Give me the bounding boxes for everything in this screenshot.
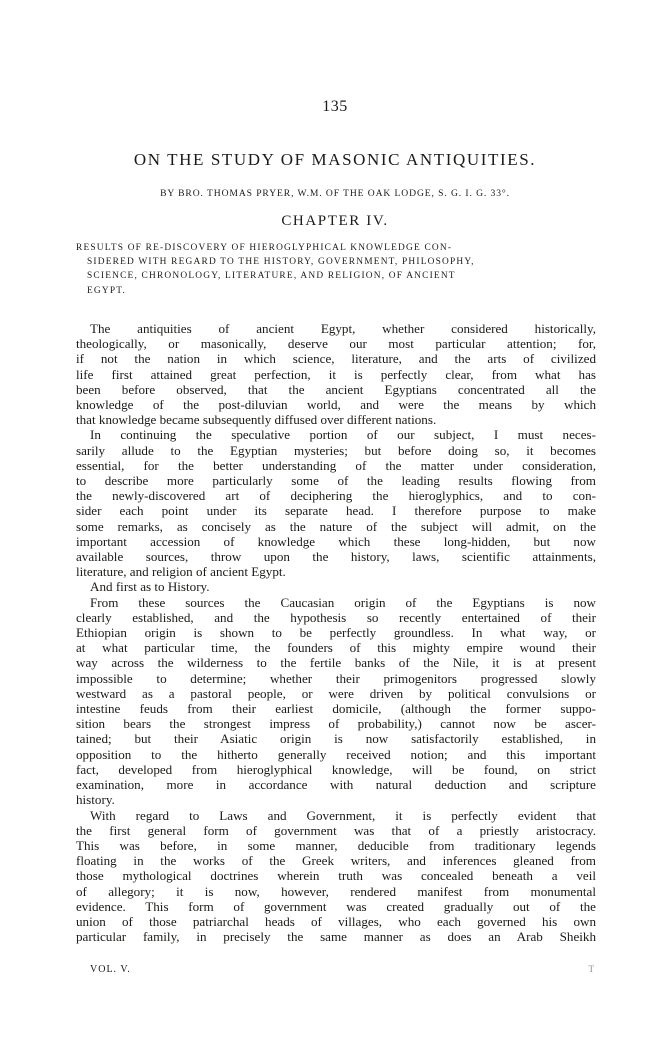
body-line: literature, and religion of ancient Egypt. xyxy=(76,564,286,580)
body-line: evidence. This form of government was created gradually out of the xyxy=(76,898,596,914)
body-line: the newly-discovered art of deciphering the hieroglyphics, and to con- xyxy=(76,488,596,504)
chapter-summary xyxy=(76,241,596,298)
body-line: floating in the works of the Greek writers, and inferences gleaned from xyxy=(76,853,596,869)
body-line: way across the wilderness to the fertile banks of the Nile, it is at present xyxy=(76,655,596,671)
body-line: the first general form of government was that of a priestly aristocracy. xyxy=(76,822,596,838)
body-line: if not the nation in which science, literature, and the arts of civilized xyxy=(76,351,596,367)
body-line: available sources, throw upon the history, laws, scientific attainments, xyxy=(76,549,596,565)
summary-line: SCIENCE, CHRONOLOGY, LITERATURE, AND RELIGION, OF ANCIENT xyxy=(87,271,456,282)
body-line: important accession of knowledge which these long-hidden, but now xyxy=(76,533,596,549)
body-line: life first attained great perfection, it is perfectly clear, from what has xyxy=(76,366,596,382)
body-line: opposition to the hitherto generally received notion; and this important xyxy=(76,746,596,762)
body-line: intestine feuds from their earliest domicile, (although the former suppo- xyxy=(76,701,596,717)
body-line: theologically, or masonically, deserve our most particular attention; for, xyxy=(76,336,596,352)
summary-line: EGYPT. xyxy=(87,285,127,296)
body-line: clearly established, and the hypothesis so recently entertained of their xyxy=(76,609,596,625)
body-line: Ethiopian origin is shown to be perfectly groundless. In what way, or xyxy=(76,625,596,641)
body-line: examination, more in accordance with natural deduction and scripture xyxy=(76,777,596,793)
body-line: In continuing the speculative portion of our subject, I must neces- xyxy=(90,427,596,443)
page-number: 135 xyxy=(322,98,348,115)
body-line: those mythological doctrines wherein truth was concealed beneath a veil xyxy=(76,868,596,884)
body-line: tained; but their Asiatic origin is now satisfactorily established, in xyxy=(76,731,596,747)
body-line: history. xyxy=(76,792,115,808)
page-footer xyxy=(90,964,596,975)
body-line: With regard to Laws and Government, it is perfectly evident that xyxy=(90,807,596,823)
body-line: sider each point under its separate head. I therefore purpose to make xyxy=(76,503,596,519)
body-line: union of those patriarchal heads of villages, who each governed his own xyxy=(76,913,596,929)
body-line: impossible to determine; whether their primogenitors progressed slowly xyxy=(76,670,596,686)
author-byline: BY BRO. THOMAS PRYER, W.M. OF THE OAK LODGE, S. G. I. G. 33°. xyxy=(160,188,510,199)
volume-label: VOL. V. xyxy=(90,964,131,975)
body-line: fact, developed from hieroglyphical knowledge, will be found, on strict xyxy=(76,761,596,777)
summary-line: SIDERED WITH REGARD TO THE HISTORY, GOVERNMENT, PHILOSOPHY, xyxy=(87,257,475,268)
body-line: The antiquities of ancient Egypt, whether considered historically, xyxy=(90,321,596,336)
chapter-heading: CHAPTER IV. xyxy=(281,213,389,229)
body-line: essential, for the better understanding of the matter under consideration, xyxy=(76,457,596,473)
body-line: From these sources the Caucasian origin of the Egyptians is now xyxy=(90,594,596,610)
body-line: sition bears the strongest impress of probability,) cannot now be ascer- xyxy=(76,716,596,732)
body-line: that knowledge became subsequently diffused over different nations. xyxy=(76,412,437,428)
body-line: been before observed, that the ancient Egyptians concentrated all the xyxy=(76,381,596,397)
signature-mark: T xyxy=(588,964,596,974)
body-line: at what particular time, the founders of this mighty empire wound their xyxy=(76,640,596,656)
body-line: of allegory; it is now, however, rendered manifest from monumental xyxy=(76,883,596,899)
body-line: sarily allude to the Egyptian mysteries; but before doing so, it becomes xyxy=(76,442,596,458)
body-line: some remarks, as concisely as the nature of the subject will admit, on the xyxy=(76,518,596,534)
body-line: And first as to History. xyxy=(90,579,210,595)
body-line: particular family, in precisely the same manner as does an Arab Sheikh xyxy=(76,929,596,945)
body-line: to describe more particularly some of the leading results flowing from xyxy=(76,473,596,489)
body-line: westward as a pastoral people, or were driven by political convulsions or xyxy=(76,685,596,701)
body-line: This was before, in some manner, deducible from traditionary legends xyxy=(76,837,596,853)
body-text xyxy=(76,321,596,944)
body-line: knowledge of the post-diluvian world, and were the means by which xyxy=(76,397,596,413)
summary-line: RESULTS OF RE-DISCOVERY OF HIEROGLYPHICAL KNOWLEDGE CON- xyxy=(76,243,453,253)
article-title: ON THE STUDY OF MASONIC ANTIQUITIES. xyxy=(133,150,537,169)
